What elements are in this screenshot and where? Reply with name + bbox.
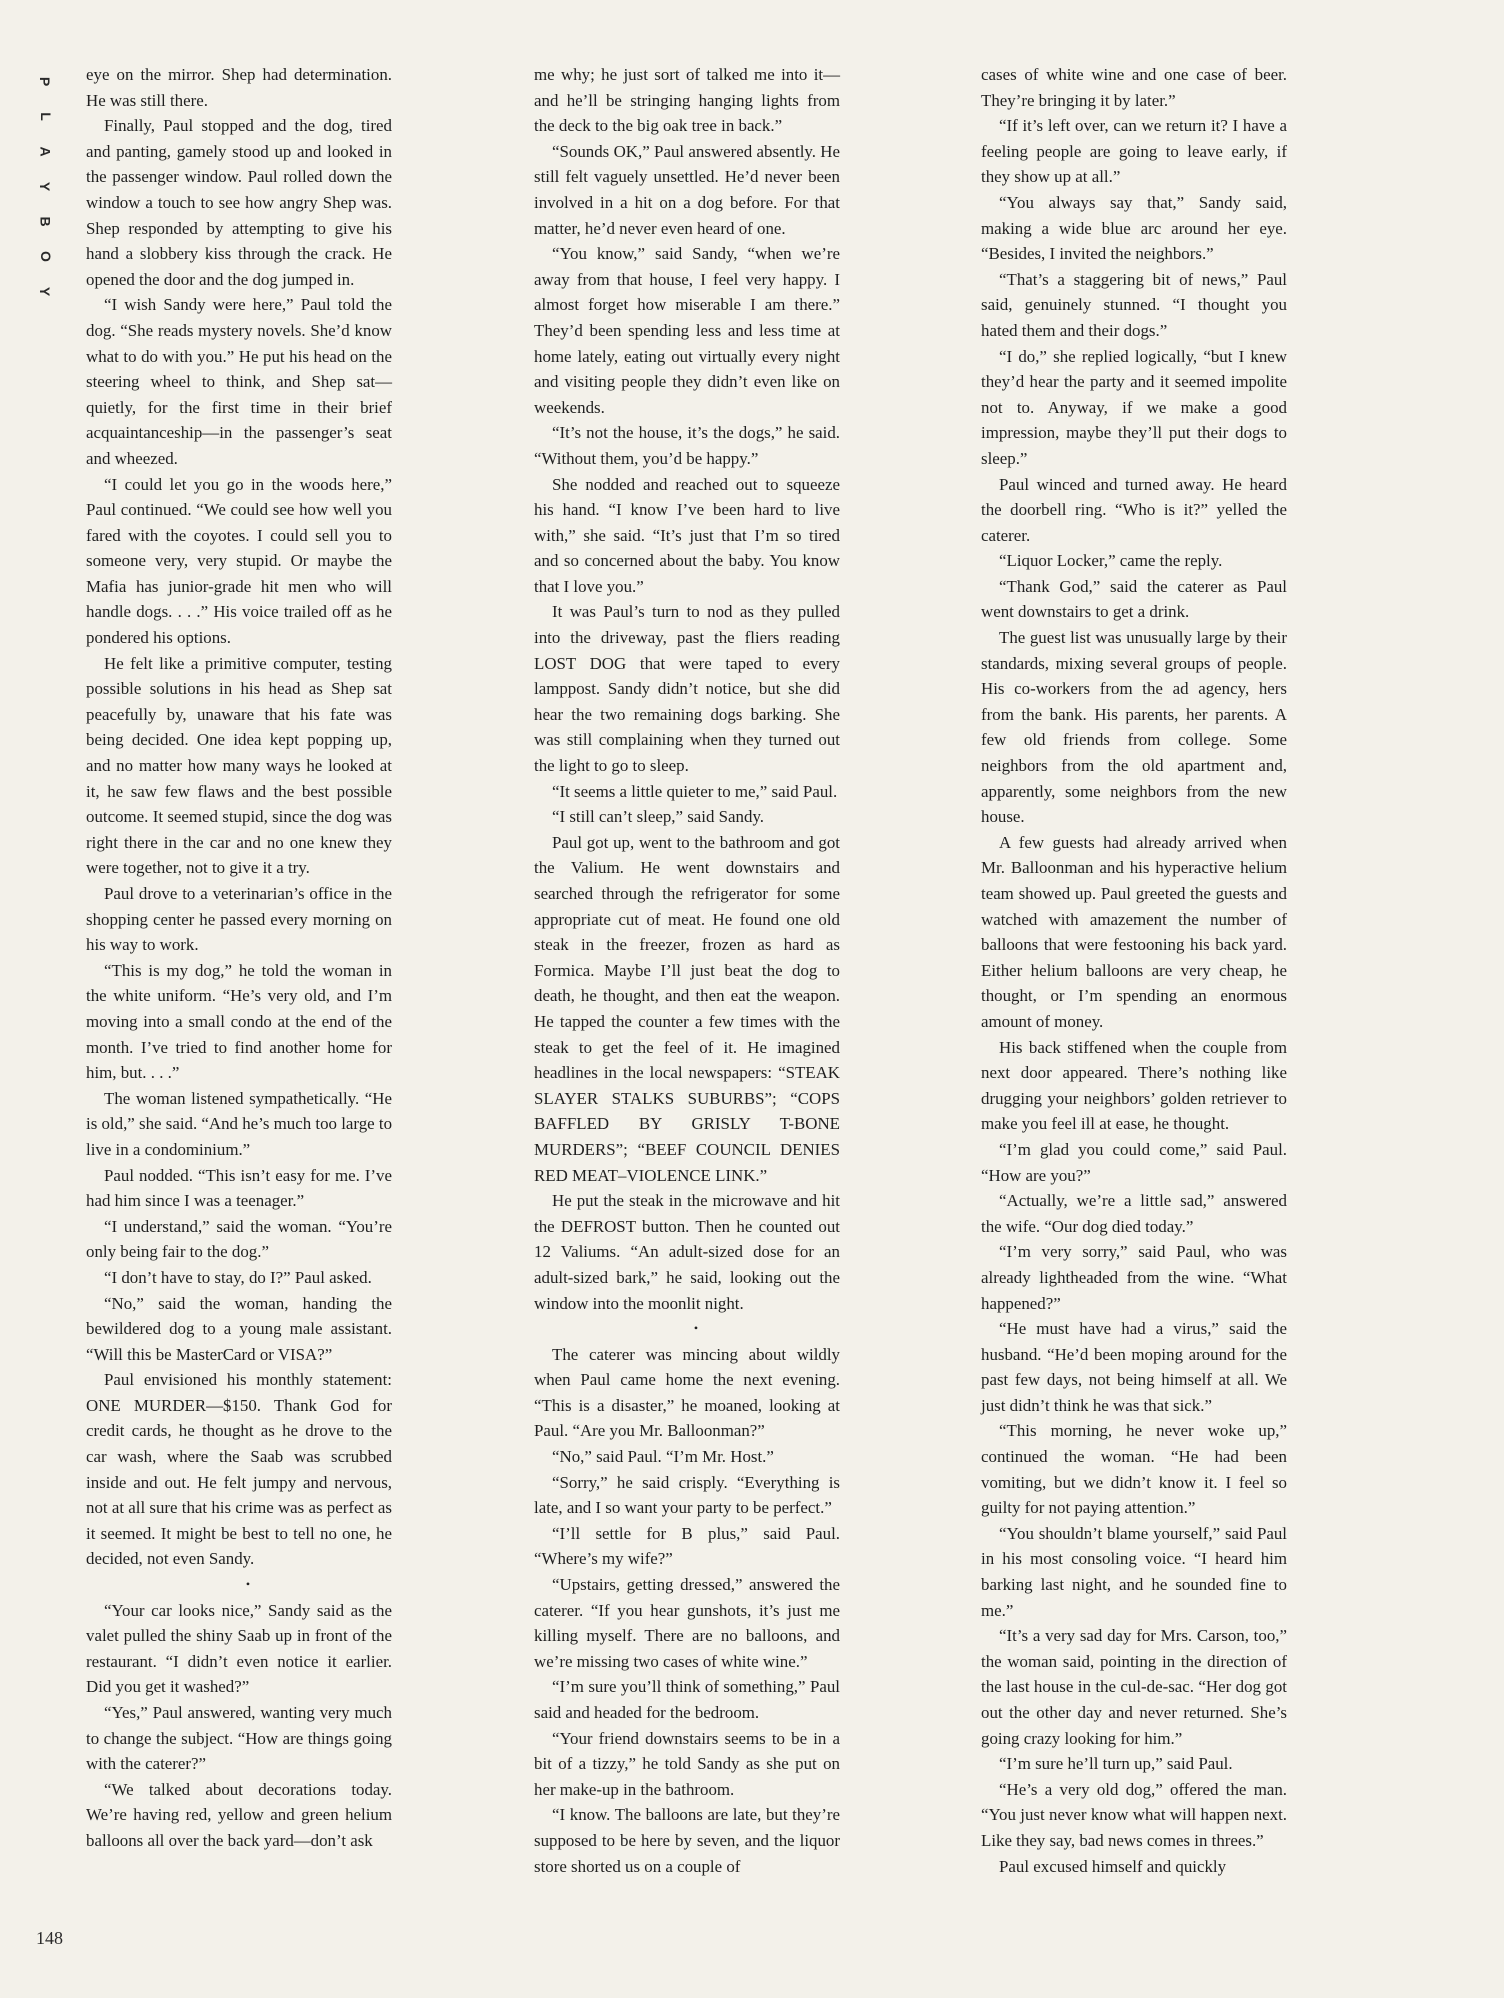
page-number: 148 bbox=[36, 1928, 63, 1948]
paragraph: “You always say that,” Sandy said, making a wide blue arc around her eye. “Besides, I invited the neighbors.” bbox=[981, 192, 1287, 264]
sidebar-letter: B bbox=[37, 216, 54, 227]
paragraph: The guest list was unusually large by their standards, mixing several groups of people. His co-workers from the ad agency, hers from the bank. His parents, her parents. A few old friends from college. Some neighbors from the old apartment and, apparently, some neighbors from the new house. bbox=[981, 628, 1287, 827]
paragraph: He felt like a primitive computer, testing possible solutions in his head as Shep sat peacefully by, unaware that his fate was being decided. One idea kept popping up, and no matter how many ways he looked at it, he saw few flaws and the best possible outcome. It seemed stupid, since the dog was right there in the car and no one knew they were together, not to give it a try. bbox=[86, 653, 392, 878]
paragraph: “I wish Sandy were here,” Paul told the dog. “She reads mystery novels. She’d know what to do with you.” He put his head on the steering wheel to think, and Shep sat—quietly, for the first time in their brief acquaintanceship—in the passenger’s seat and wheezed. bbox=[86, 295, 392, 468]
paragraph: “I’m glad you could come,” said Paul. “How are you?” bbox=[981, 1139, 1287, 1185]
paragraph: “I don’t have to stay, do I?” Paul asked. bbox=[104, 1267, 372, 1287]
paragraph: The woman listened sympathetically. “He is old,” she said. “And he’s much too large to live in a condominium.” bbox=[86, 1088, 393, 1159]
paragraph: “Sorry,” he said crisply. “Everything is late, and I so want your party to be perfect.” bbox=[534, 1472, 840, 1518]
paragraph: “No,” said Paul. “I’m Mr. Host.” bbox=[552, 1447, 774, 1467]
paragraph: “Your car looks nice,” Sandy said as the valet pulled the shiny Saab up in front of the restaurant. “I didn’t even notice it earlier. Did you get it washed?” bbox=[86, 1600, 392, 1697]
paragraph: Paul winced and turned away. He heard the doorbell ring. “Who is it?” yelled the caterer. bbox=[981, 474, 1287, 545]
paragraph: “I’ll settle for B plus,” said Paul. “Where’s my wife?” bbox=[534, 1523, 840, 1569]
paragraph: “It’s a very sad day for Mrs. Carson, too,” the woman said, pointing in the direction of the last house in the cul-de-sac. “Her dog got out the other day and never returned. She’s going crazy looking for him.” bbox=[981, 1626, 1287, 1748]
paragraph: The caterer was mincing about wildly when Paul came home the next evening. “This is a disaster,” he moaned, looking at Paul. “Are you Mr. Balloonman?” bbox=[534, 1344, 840, 1441]
paragraph: “I do,” she replied logically, “but I knew they’d hear the party and it seemed impolite not to. Anyway, if we make a good impression, maybe they’ll put their dogs to sleep.” bbox=[981, 346, 1287, 468]
paragraph: He put the steak in the microwave and hit the DEFROST button. Then he counted out 12 Valiums. “An adult-sized dose for an adult-sized bark,” he said, looking out the window into the moonlit night. bbox=[534, 1191, 840, 1313]
paragraph: “I understand,” said the woman. “You’re only being fair to the dog.” bbox=[86, 1216, 392, 1262]
sidebar-letter: L bbox=[37, 112, 54, 121]
paragraph: Paul envisioned his monthly statement: ONE MURDER—$150. Thank God for credit cards, he thought as he drove to the car wash, where the Saab was scrubbed inside and out. He felt jumpy and nervous, not at all sure that his crime was as perfect as it seemed. It might be best to tell no one, he decided, not even Sandy. bbox=[86, 1370, 392, 1569]
paragraph: “Liquor Locker,” came the reply. bbox=[999, 551, 1223, 571]
paragraph: “I could let you go in the woods here,” Paul continued. “We could see how well you fared with the coyotes. I could sell you to someone very, very stupid. Or maybe the Mafia has junior-grade hit men who will handle dogs. . . .” His voice trailed off as he pondered his options. bbox=[86, 474, 392, 648]
paragraph: Finally, Paul stopped and the dog, tired and panting, gamely stood up and looked in the passenger window. Paul rolled down the window a touch to see how angry Shep was. Shep responded by attempting to give his hand a slobbery kiss through the crack. He opened the door and the dog jumped in. bbox=[86, 116, 392, 289]
paragraph: It was Paul’s turn to nod as they pulled into the driveway, past the fliers reading LOST DOG that were taped to every lamppost. Sandy didn’t notice, but she did hear the two remaining dogs barking. She was still complaining when they turned out the light to go to sleep. bbox=[534, 602, 840, 776]
paragraph: “I’m sure you’ll think of something,” Paul said and headed for the bedroom. bbox=[534, 1677, 840, 1722]
paragraph: Paul got up, went to the bathroom and got the Valium. He went downstairs and searched through the refrigerator for some appropriate cut of meat. He found one old steak in the freezer, frozen as hard as Formica. Maybe I’ll just beat the dog to death, he thought, and then eat the weapon. He tapped the counter a few times with the steak to get the feel of it. He imagined headlines in the local newspapers: “STEAK SLAYER STALKS SUBURBS”; “COPS BAFFLED BY GRISLY T-BONE MURDERS”; “BEEF COUNCIL DENIES RED MEAT–VIOLENCE LINK.” bbox=[534, 832, 840, 1185]
paragraph: me why; he just sort of talked me into it—and he’ll be stringing hanging lights from the deck to the big oak tree in back.” bbox=[534, 65, 840, 136]
paragraph: eye on the mirror. Shep had determination. He was still there. bbox=[86, 65, 392, 110]
paragraph: “You know,” said Sandy, “when we’re away from that house, I feel very happy. I almost forget how miserable I am there.” They’d been spending less and less time at home lately, eating out virtually every night and visiting people they didn’t even like on weekends. bbox=[534, 244, 840, 417]
sidebar-letter: O bbox=[37, 251, 54, 262]
sidebar-letter: Y bbox=[37, 286, 54, 297]
sidebar-letter: Y bbox=[37, 181, 54, 192]
paragraph: “No,” said the woman, handing the bewildered dog to a young male assistant. “Will this be MasterCard or VISA?” bbox=[86, 1293, 392, 1364]
paragraph: “If it’s left over, can we return it? I have a feeling people are going to leave early, if they show up at all.” bbox=[981, 116, 1287, 187]
paragraph: “It seems a little quieter to me,” said Paul. bbox=[552, 781, 838, 801]
paragraph: “That’s a staggering bit of news,” Paul said, genuinely stunned. “I thought you hated them and their dogs.” bbox=[981, 269, 1287, 340]
paragraph: She nodded and reached out to squeeze his hand. “I know I’ve been hard to live with,” she said. “It’s just that I’m so tired and so concerned about the baby. You know that I love you.” bbox=[534, 474, 840, 596]
paragraph: His back stiffened when the couple from next door appeared. There’s nothing like drugging your neighbors’ golden retriever to make you feel ill at ease, he thought. bbox=[981, 1037, 1287, 1134]
paragraph: “We talked about decorations today. We’re having red, yellow and green helium balloons all over the back yard—don’t ask bbox=[86, 1779, 392, 1850]
paragraph: “I know. The balloons are late, but they’re supposed to be here by seven, and the liquor store shorted us on a couple of bbox=[534, 1805, 840, 1876]
paragraph: “He’s a very old dog,” offered the man. “You just never know what will happen next. Like they say, bad news comes in threes.” bbox=[981, 1779, 1287, 1850]
text-column-1 bbox=[86, 62, 392, 1854]
paragraph: “I’m very sorry,” said Paul, who was already lightheaded from the wine. “What happened?” bbox=[981, 1242, 1287, 1313]
sidebar-letter: A bbox=[37, 146, 54, 157]
text-column-2 bbox=[534, 62, 840, 1879]
paragraph: “I’m sure he’ll turn up,” said Paul. bbox=[999, 1754, 1233, 1774]
paragraph: “Yes,” Paul answered, wanting very much to change the subject. “How are things going with the caterer?” bbox=[86, 1703, 392, 1774]
section-break: • bbox=[693, 1321, 699, 1336]
paragraph: Paul drove to a veterinarian’s office in the shopping center he passed every morning on his way to work. bbox=[86, 884, 392, 955]
paragraph: “This is my dog,” he told the woman in the white uniform. “He’s very old, and I’m moving into a small condo at the end of the month. I’ve tried to find another home for him, but. . . .” bbox=[86, 960, 392, 1083]
paragraph: “You shouldn’t blame yourself,” said Paul in his most consoling voice. “I heard him barking last night, and he sounded fine to me.” bbox=[981, 1523, 1287, 1620]
paragraph: “Your friend downstairs seems to be in a bit of a tizzy,” he told Sandy as she put on her make-up in the bathroom. bbox=[534, 1728, 840, 1799]
paragraph: Paul excused himself and quickly bbox=[999, 1856, 1227, 1876]
paragraph: “I still can’t sleep,” said Sandy. bbox=[552, 807, 765, 827]
paragraph: “Sounds OK,” Paul answered absently. He still felt vaguely unsettled. He’d never been involved in a hit on a dog before. For that matter, he’d never even heard of one. bbox=[534, 141, 840, 238]
paragraph: A few guests had already arrived when Mr. Balloonman and his hyperactive helium team showed up. Paul greeted the guests and watched with amazement the number of balloons that were festooning his back yard. Either helium balloons are very cheap, he thought, or I’m spending an enormous amount of money. bbox=[981, 832, 1287, 1031]
paragraph: “Upstairs, getting dressed,” answered the caterer. “If you hear gunshots, it’s just me killing myself. There are no balloons, and we’re missing two cases of white wine.” bbox=[534, 1575, 840, 1671]
paragraph: “It’s not the house, it’s the dogs,” he said. “Without them, you’d be happy.” bbox=[534, 423, 840, 468]
magazine-sidebar-logo bbox=[34, 64, 56, 309]
section-break: • bbox=[245, 1577, 251, 1592]
paragraph: cases of white wine and one case of beer. They’re bringing it by later.” bbox=[981, 65, 1287, 110]
paragraph: “This morning, he never woke up,” continued the woman. “He had been vomiting, but we didn’t know it. I feel so guilty for not paying attention.” bbox=[981, 1421, 1287, 1518]
sidebar-letter: P bbox=[37, 76, 54, 87]
text-column-3 bbox=[981, 62, 1287, 1879]
paragraph: Paul nodded. “This isn’t easy for me. I’ve had him since I was a teenager.” bbox=[86, 1165, 392, 1211]
paragraph: “He must have had a virus,” said the husband. “He’d been moping around for the past few days, not being himself at all. We just didn’t think he was that sick.” bbox=[981, 1319, 1287, 1415]
paragraph: “Actually, we’re a little sad,” answered the wife. “Our dog died today.” bbox=[981, 1191, 1287, 1236]
paragraph: “Thank God,” said the caterer as Paul went downstairs to get a drink. bbox=[981, 576, 1287, 622]
